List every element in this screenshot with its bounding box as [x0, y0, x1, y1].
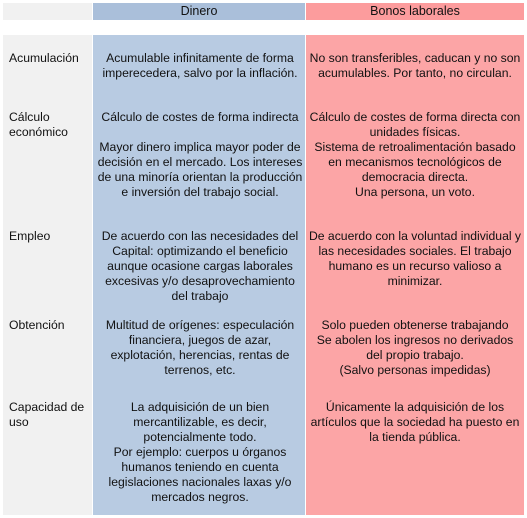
header-dinero: Dinero: [93, 3, 305, 20]
dinero-text: De acuerdo con las necesidades del Capital: optimizando el beneficio aunque ocasione cargas laborales excesivas y/o desaprovechamiento del trabajo: [101, 229, 299, 303]
dinero-cell-empleo: [96, 229, 304, 304]
dinero-text: Acumulable infinitamente de forma imperecedera, salvo por la inflación.: [102, 51, 298, 80]
row-label-calculo: Cálculo económico: [9, 110, 68, 139]
dinero-cell-acumulacion: [96, 51, 304, 81]
dinero-cell-calculo: [96, 110, 304, 200]
bonos-text: Solo pueden obtenerse trabajando: [321, 318, 509, 332]
bonos-text: De acuerdo con la voluntad individual y las necesidades sociales. El trabajo humano es un recurso valioso a minimizar.: [308, 229, 522, 288]
bonos-text: Cálculo de costes de forma directa con unidades físicas.: [309, 110, 521, 139]
label-column: [3, 35, 92, 515]
dinero-text: Cálculo de costes de forma indirecta: [101, 110, 299, 124]
dinero-text: La adquisición de un bien mercantilizable, es decir, potencialmente todo.: [130, 400, 270, 444]
dinero-cell-capacidad: [96, 400, 304, 505]
dinero-cell-obtencion: [96, 318, 304, 378]
bonos-text: Únicamente la adquisición de los artículos que la sociedad ha puesto en la tienda pública.: [310, 400, 520, 444]
bonos-text: No son transferibles, caducan y no son acumulables. Por tanto, no circulan.: [309, 51, 521, 80]
bonos-text: Sistema de retroalimentación basado en mecanismos tecnológicos de democracia directa.: [314, 140, 516, 184]
header-blank-cell: [3, 3, 92, 20]
row-label-obtencion: Obtención: [9, 318, 65, 332]
bonos-cell-acumulacion: [307, 51, 523, 81]
dinero-text: Por ejemplo: cuerpos u órganos humanos teniendo en cuenta legislaciones nacionales laxas y/o mercados negros.: [108, 445, 292, 504]
dinero-text: Mayor dinero implica mayor poder de decisión en el mercado. Los intereses de una minoría orientan la producción e inversión del trabajo social.: [97, 140, 303, 199]
row-label-empleo: Empleo: [9, 229, 51, 243]
bonos-cell-calculo: [307, 110, 523, 200]
row-label-acumulacion: Acumulación: [9, 51, 79, 65]
bonos-text: (Salvo personas impedidas): [339, 363, 491, 377]
bonos-text: Se abolen los ingresos no derivados del propio trabajo.: [316, 333, 514, 362]
dinero-text: Multitud de orígenes: especulación financiera, juegos de azar, explotación, herencias, rentas de terrenos, etc.: [105, 318, 295, 377]
bonos-text: Una persona, un voto.: [355, 185, 475, 199]
row-label-capacidad: Capacidad de uso: [9, 400, 85, 429]
bonos-cell-obtencion: [307, 318, 523, 378]
bonos-cell-capacidad: [307, 400, 523, 445]
header-bonos: Bonos laborales: [306, 3, 524, 20]
bonos-cell-empleo: [307, 229, 523, 289]
